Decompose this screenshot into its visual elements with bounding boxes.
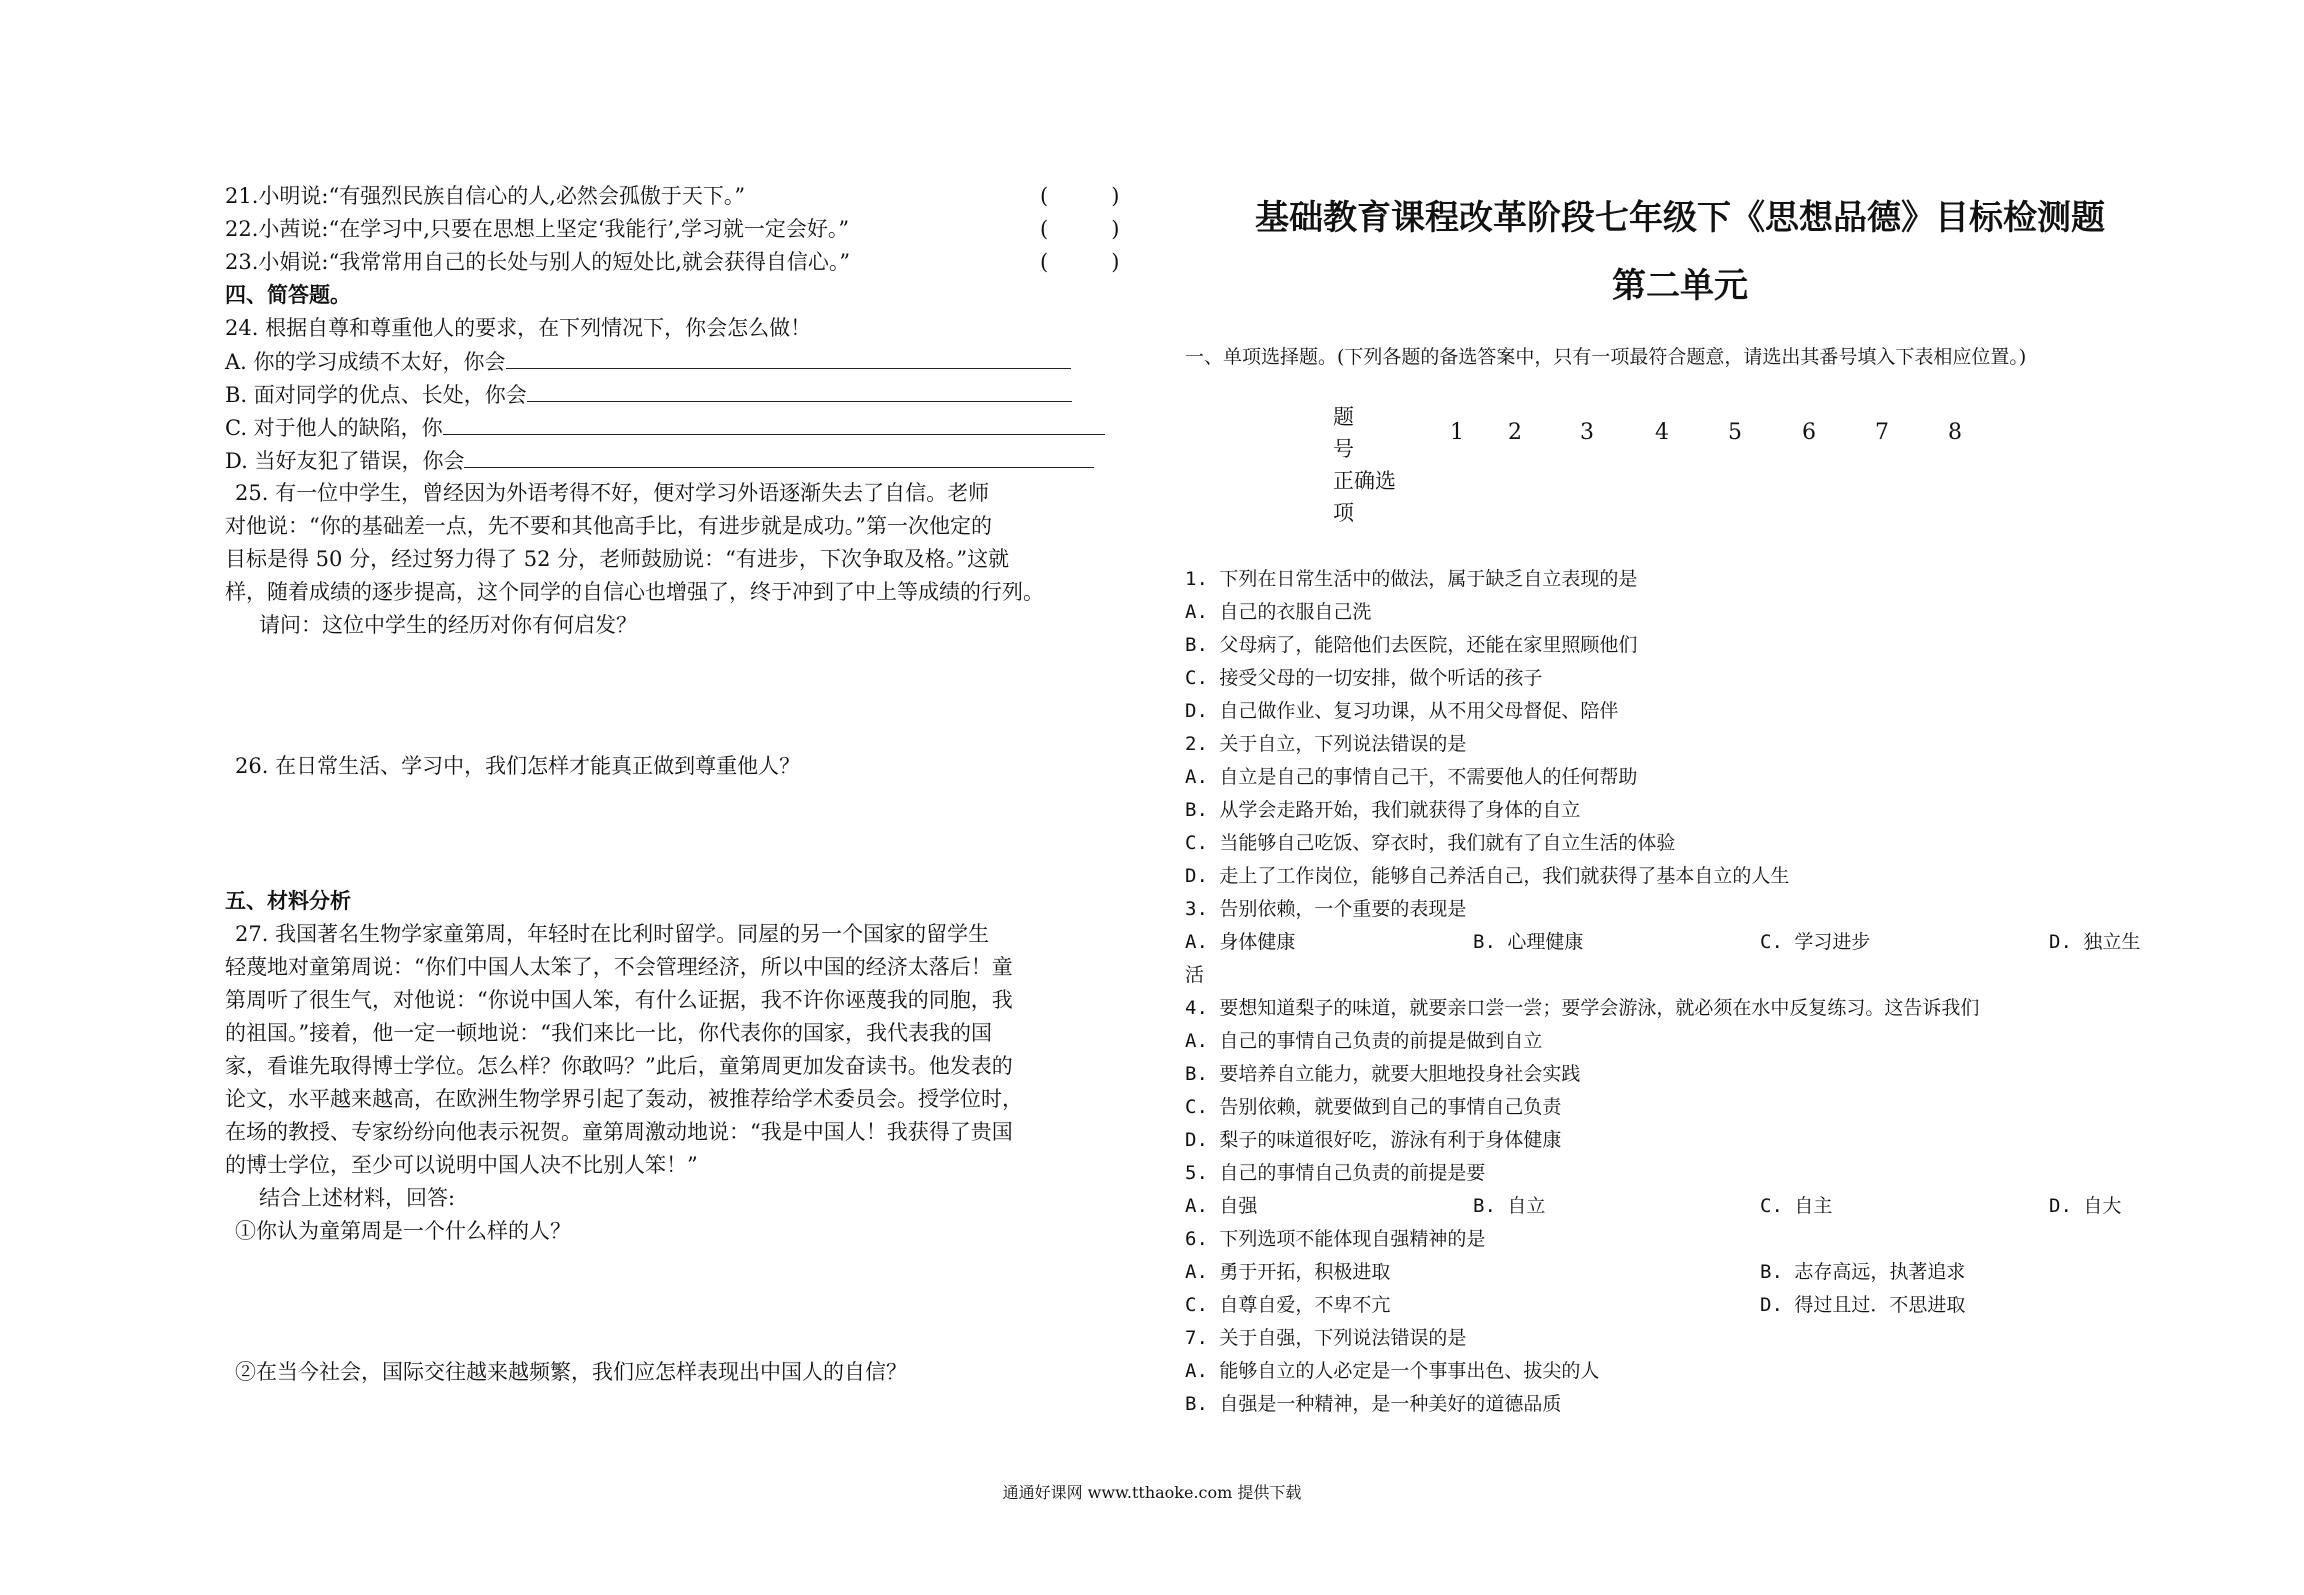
q27-sub2: ②在当今社会，国际交往越来越频繁，我们应怎样表现出中国人的自信？ bbox=[235, 1360, 907, 1384]
mc-option: D. 梨子的味道很好吃，游泳有利于身体健康 bbox=[1185, 1129, 1562, 1151]
q27-sub1: ①你认为童第周是一个什么样的人？ bbox=[235, 1219, 571, 1243]
mc-option: C. 学习进步 bbox=[1760, 931, 1871, 953]
mc-option: A. 能够自立的人必定是一个事事出色、拔尖的人 bbox=[1185, 1360, 1600, 1382]
q27-line: 轻蔑地对童第周说：“你们中国人太笨了，不会管理经济，所以中国的经济太落后！童 bbox=[225, 955, 1013, 979]
grid-number: 7 bbox=[1875, 420, 1889, 445]
q24-option-a: A. 你的学习成绩不太好，你会 bbox=[225, 346, 1071, 377]
grid-number: 3 bbox=[1580, 420, 1594, 445]
answer-blank bbox=[443, 412, 1105, 435]
mc-option: B. 自强是一种精神，是一种美好的道德品质 bbox=[1185, 1393, 1562, 1415]
question-24: 24. 根据自尊和尊重他人的要求，在下列情况下，你会怎么做！ bbox=[225, 316, 812, 340]
section-heading-5: 五、材料分析 bbox=[225, 888, 351, 913]
mc-option: D. 自己做作业、复习功课，从不用父母督促、陪伴 bbox=[1185, 700, 1619, 722]
mc-option: A. 身体健康 bbox=[1185, 931, 1296, 953]
mc-option: A. 自立是自己的事情自己干，不需要他人的任何帮助 bbox=[1185, 766, 1638, 788]
mc-question-3: 3. 告别依赖，一个重要的表现是 bbox=[1185, 898, 1467, 920]
q27-line: 论文，水平越来越高，在欧洲生物学界引起了轰动，被推荐给学术委员会。授学位时， bbox=[225, 1087, 1023, 1111]
mc-option: C. 自主 bbox=[1760, 1195, 1833, 1217]
mc-option: C. 自尊自爱，不卑不亢 bbox=[1185, 1294, 1391, 1316]
grid-header-answer: 正确选 bbox=[1333, 469, 1396, 493]
answer-blank bbox=[527, 379, 1072, 402]
q27-line: 结合上述材料，回答: bbox=[259, 1186, 456, 1210]
mc-option: C. 接受父母的一切安排，做个听话的孩子 bbox=[1185, 667, 1543, 689]
mc-question-2: 2. 关于自立，下列说法错误的是 bbox=[1185, 733, 1467, 755]
mc-option: A. 自强 bbox=[1185, 1195, 1258, 1217]
mc-question-1: 1. 下列在日常生活中的做法，属于缺乏自立表现的是 bbox=[1185, 568, 1638, 590]
grid-number: 5 bbox=[1728, 420, 1742, 445]
mc-option: B. 心理健康 bbox=[1473, 931, 1584, 953]
unit-title: 第二单元 bbox=[1612, 266, 1748, 306]
q25-line: 样，随着成绩的逐步提高，这个同学的自信心也增强了，终于冲到了中上等成绩的行列。 bbox=[225, 580, 1044, 604]
tf-question-22: 22.小茜说:“在学习中,只要在思想上坚定‘我能行’,学习就一定会好。” ( ) bbox=[225, 217, 1120, 241]
q27-line: 的祖国。”接着，他一定一顿地说：“我们来比一比，你代表你的国家，我代表我的国 bbox=[225, 1021, 992, 1045]
tf-question-21: 21.小明说:“有强烈民族自信心的人,必然会孤傲于天下。” ( ) bbox=[225, 184, 1120, 208]
answer-blank bbox=[464, 445, 1094, 468]
mc-question-6: 6. 下列选项不能体现自强精神的是 bbox=[1185, 1228, 1486, 1250]
grid-header-number: 题 bbox=[1333, 405, 1354, 429]
mc-option: A. 勇于开拓，积极进取 bbox=[1185, 1261, 1391, 1283]
q25-line: 请问：这位中学生的经历对你有何启发？ bbox=[259, 613, 637, 637]
q27-line: 第周听了很生气，对他说：“你说中国人笨，有什么证据，我不许你诬蔑我的同胞，我 bbox=[225, 988, 1013, 1012]
grid-number: 4 bbox=[1655, 420, 1669, 445]
q25-line: 对他说：“你的基础差一点，先不要和其他高手比，有进步就是成功。”第一次他定的 bbox=[225, 514, 992, 538]
grid-number: 2 bbox=[1508, 420, 1522, 445]
question-26: 26. 在日常生活、学习中，我们怎样才能真正做到尊重他人？ bbox=[235, 754, 801, 778]
mc-option-wrap: 活 bbox=[1185, 964, 1205, 986]
q25-line: 25. 有一位中学生，曾经因为外语考得不好，便对学习外语逐渐失去了自信。老师 bbox=[235, 481, 990, 505]
q27-line: 27. 我国著名生物学家童第周，年轻时在比利时留学。同屋的另一个国家的留学生 bbox=[235, 922, 990, 946]
mc-option: B. 父母病了，能陪他们去医院，还能在家里照顾他们 bbox=[1185, 634, 1638, 656]
mc-option: B. 从学会走路开始，我们就获得了身体的自立 bbox=[1185, 799, 1581, 821]
mc-option: A. 自己的衣服自己洗 bbox=[1185, 601, 1372, 623]
q25-line: 目标是得 50 分，经过努力得了 52 分，老师鼓励说：“有进步，下次争取及格。”这就 bbox=[225, 547, 1010, 571]
mc-question-7: 7. 关于自强，下列说法错误的是 bbox=[1185, 1327, 1467, 1349]
mc-option: C. 告别依赖，就要做到自己的事情自己负责 bbox=[1185, 1096, 1562, 1118]
mc-option: D. 独立生 bbox=[2049, 931, 2141, 953]
q24-option-c: C. 对于他人的缺陷，你 bbox=[225, 412, 1105, 443]
grid-header-answer: 项 bbox=[1333, 501, 1354, 525]
mc-option: B. 要培养自立能力，就要大胆地投身社会实践 bbox=[1185, 1063, 1581, 1085]
mc-option: A. 自己的事情自己负责的前提是做到自立 bbox=[1185, 1030, 1543, 1052]
section-heading-1: 一、单项选择题。(下列各题的备选答案中，只有一项最符合题意，请选出其番号填入下表相应位置。) bbox=[1185, 346, 2027, 368]
q27-line: 在场的教授、专家纷纷向他表示祝贺。童第周激动地说：“我是中国人！我获得了贵国 bbox=[225, 1120, 1013, 1144]
q27-line: 家，看谁先取得博士学位。怎么样？你敢吗？”此后，童第周更加发奋读书。他发表的 bbox=[225, 1054, 1013, 1078]
mc-option: C. 当能够自己吃饭、穿衣时，我们就有了自立生活的体验 bbox=[1185, 832, 1676, 854]
mc-option: D. 得过且过．不思进取 bbox=[1760, 1294, 1966, 1316]
grid-header-number: 号 bbox=[1333, 437, 1354, 461]
mc-option: D. 走上了工作岗位，能够自己养活自己，我们就获得了基本自立的人生 bbox=[1185, 865, 1790, 887]
grid-number: 6 bbox=[1802, 420, 1816, 445]
grid-number: 1 bbox=[1450, 420, 1464, 445]
mc-option: B. 志存高远，执著追求 bbox=[1760, 1261, 1966, 1283]
exam-title: 基础教育课程改革阶段七年级下《思想品德》目标检测题 bbox=[1255, 198, 2105, 238]
q27-line: 的博士学位，至少可以说明中国人决不比别人笨！” bbox=[225, 1153, 698, 1177]
page-footer: 通通好课网 www.tthaoke.com 提供下载 bbox=[1002, 1483, 1302, 1502]
mc-question-5: 5. 自己的事情自己负责的前提是要 bbox=[1185, 1162, 1486, 1184]
mc-question-4: 4. 要想知道梨子的味道，就要亲口尝一尝；要学会游泳，就必须在水中反复练习。这告诉我们 bbox=[1185, 997, 1980, 1019]
grid-number: 8 bbox=[1948, 420, 1962, 445]
mc-option: B. 自立 bbox=[1473, 1195, 1546, 1217]
section-heading-4: 四、简答题。 bbox=[225, 282, 351, 307]
mc-option: D. 自大 bbox=[2049, 1195, 2122, 1217]
q24-option-d: D. 当好友犯了错误，你会 bbox=[225, 445, 1094, 476]
q24-option-b: B. 面对同学的优点、长处，你会 bbox=[225, 379, 1072, 410]
tf-question-23: 23.小娟说:“我常常用自己的长处与别人的短处比,就会获得自信心。” ( ) bbox=[225, 250, 1120, 274]
answer-blank bbox=[506, 346, 1071, 369]
